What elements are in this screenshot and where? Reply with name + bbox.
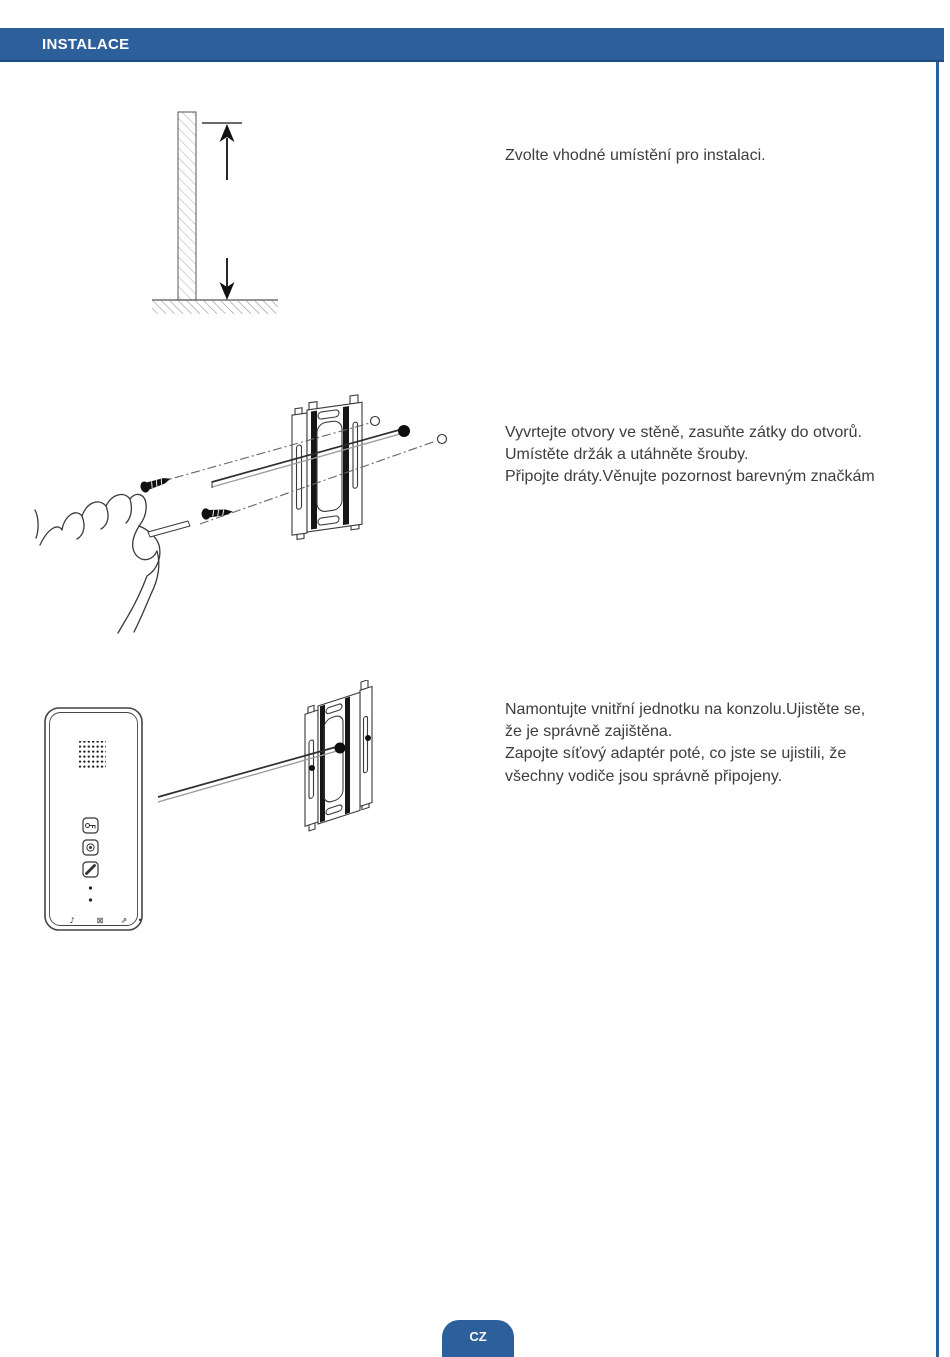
unit-mounting-diagram	[30, 680, 490, 970]
wall-plug-in-hand	[148, 521, 190, 537]
mounting-bracket	[305, 680, 372, 832]
wall-section	[178, 112, 196, 300]
section-title: INSTALACE	[42, 35, 130, 53]
indicator-dot	[89, 886, 92, 889]
step2-instructions	[505, 422, 875, 489]
unlock-button	[83, 818, 98, 833]
monitor-button	[83, 840, 98, 855]
instruction-line: Umístěte držák a utáhněte šrouby.	[505, 446, 749, 464]
language-badge: CZ	[442, 1320, 514, 1357]
wall-height-diagram	[130, 100, 330, 330]
floor-hatching	[152, 301, 278, 314]
mounting-bracket	[292, 394, 362, 540]
instruction-line: Zvolte vhodné umístění pro instalaci.	[505, 147, 766, 164]
screw-icon	[139, 473, 172, 493]
talk-button	[83, 862, 98, 877]
melody-icon: ♪	[69, 916, 75, 925]
instruction-line: Připojte dráty.Věnujte pozornost barevným značkám	[505, 468, 875, 486]
mute-icon: ⊠	[96, 916, 104, 925]
bracket-screw	[365, 735, 371, 741]
step1-instructions	[505, 145, 766, 167]
dot-icon: •	[137, 916, 143, 925]
screwdriver-tip	[398, 425, 410, 437]
hand-illustration	[35, 494, 190, 633]
section-header-bar	[0, 28, 944, 62]
step3-instructions	[505, 699, 865, 788]
wall-plug-icon	[371, 417, 380, 426]
wall-plug-icon	[438, 435, 447, 444]
instruction-line: Namontujte vnitřní jednotku na konzolu.Ujistěte se,	[505, 701, 866, 718]
speaker-grille	[79, 741, 106, 770]
transfer-icon: ⇗	[120, 916, 128, 925]
instruction-line: že je správně zajištěna.	[505, 723, 673, 741]
bracket-mounting-diagram	[30, 380, 490, 640]
screwdriver-tip	[335, 743, 346, 754]
instruction-line: všechny vodiče jsou správně připojeny.	[505, 767, 783, 785]
page-right-border	[936, 62, 939, 1357]
instruction-line: Zapojte síťový adaptér poté, co jste se ujistili, že	[505, 745, 847, 763]
indicator-dot	[89, 898, 92, 901]
instruction-line: Vyvrtejte otvory ve stěně, zasuňte zátky do otvorů.	[505, 424, 862, 441]
bracket-screw	[309, 765, 315, 771]
